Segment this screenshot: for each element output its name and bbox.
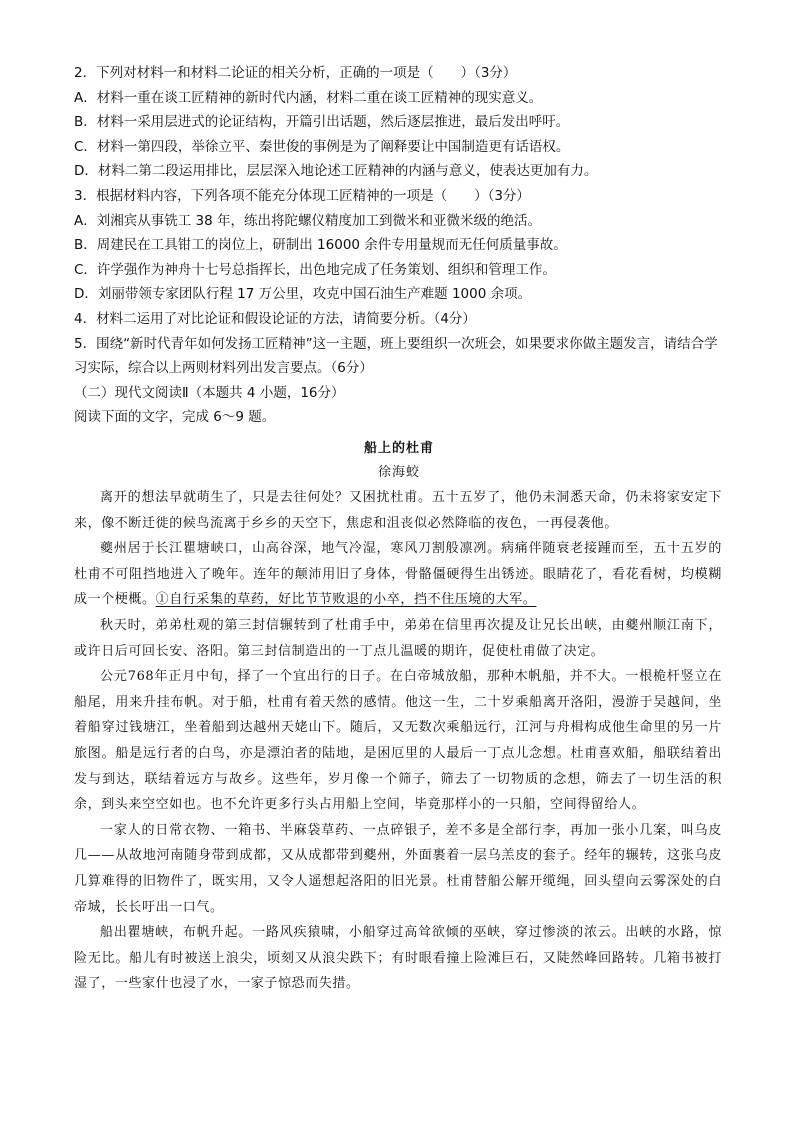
question-5: 5．围绕“新时代青年如何发扬工匠精神”这一主题，班上要组织一次班会，如果要求你做主题发言，请结合学习实际，综合以上两则材料列出发言要点。（6分）	[74, 335, 718, 377]
question-2-option-c: C．材料一第四段，举徐立平、秦世俊的事例是为了阐释要让中国制造更有话语权。	[74, 138, 570, 155]
section-heading: （二）现代文阅读Ⅱ（本题共 4 小题，16分）	[74, 384, 345, 401]
question-4: 4．材料二运用了对比论证和假设论证的方法，请简要分析。（4分）	[74, 310, 476, 327]
reading-instruction: 阅读下面的文字，完成 6～9 题。	[74, 409, 276, 426]
question-3-option-c: C．许学强作为神舟十七号总指挥长，出色地完成了任务策划、组织和管理工作。	[74, 261, 556, 278]
question-3-option-d: D．刘丽带领专家团队行程 17 万公里，攻克中国石油生产难题 1000 余项。	[74, 286, 532, 303]
question-2: 2．下列对材料一和材料二论证的相关分析，正确的一项是（ ）（3分）	[74, 65, 517, 81]
question-3-option-a: A．刘湘宾从事铣工 38 年，练出将陀螺仪精度加工到微米和亚微米级的绝活。	[74, 212, 541, 229]
passage-paragraph-4: 公元768年正月中旬，择了一个宜出行的日子。在白帝城放船，那种木帆船，并不大。一根桅杆竖立在船尾，用来升挂布帆。对于船，杜甫有着天然的感情。他这一生，二十岁乘船离开洛阳，漫游于吴越间，坐着船穿过钱塘江，坐着船到达越州天姥山下。随后，又无数次乘船远行，江河与舟楫构成他生命里的另一片旅图。船是远行者的白鸟，亦是漂泊者的陆地，是困厄里的人最后一丁点儿念想。杜甫喜欢船，船联结着出发与到达，联结着远方与故乡。这些年，岁月像一个筛子，筛去了一切物质的念想，筛去了一切生活的积余，到头来空空如也。也不允许更多行头占用船上空间，毕竟那样小的一只船，空间得留给人。	[74, 669, 722, 813]
passage-paragraph-3: 秋天时，弟弟杜观的第三封信辗转到了杜甫手中，弟弟在信里再次提及让兄长出峡，由夔州顺江南下，或许日后可回长安、洛阳。第三封信制造出的一丁点儿温暖的期许，促使杜甫做了决定。	[74, 617, 722, 659]
passage-paragraph-5: 一家人的日常衣物、一箱书、半麻袋草药、一点碎银子，差不多是全部行李，再加一张小几案，叫乌皮几——从故地河南随身带到成都，又从成都带到夔州，外面裹着一层乌羔皮的套子。经年的辗转，这张乌皮几算难得的旧物件了，既实用，又令人遥想起洛阳的旧光景。杜甫替船公解开缆绳，回头望向云雾深处的白帝城，长长吁出一口气。	[74, 822, 722, 915]
passage-paragraph-1: 离开的想法早就萌生了，只是去往何处？又困扰杜甫。五十五岁了，他仍未洞悉天命，仍未将家安定下来，像不断迁徙的候鸟流离于乡乡的天空下，焦虑和沮丧似必然降临的夜色，一再侵袭他。	[74, 490, 722, 531]
question-3-option-b: B．周建民在工具钳工的岗位上，研制出 16000 余件专用量规而无任何质量事故。	[74, 237, 567, 254]
passage-paragraph-2	[74, 536, 722, 613]
paragraph-2-text: 夔州居于长江瞿塘峡口，山高谷深，地气冷湿，寒风刀割般凛冽。病痛伴随衰老接踵而至，五十五岁的杜甫不可阻挡地进入了晚年。连年的颠沛用旧了身体，骨骼僵硬得生出锈迹。眼睛花了，看花看树，均模糊成一个梗概。	[74, 541, 722, 608]
passage-title: 船上的杜甫	[363, 441, 434, 456]
passage-body	[74, 485, 722, 997]
question-3: 3．根据材料内容，下列各项不能充分体现工匠精神的一项是（ ）（3分）	[74, 187, 530, 204]
question-block	[74, 61, 724, 430]
question-2-option-a: A．材料一重在谈工匠精神的新时代内涵，材料二重在谈工匠精神的现实意义。	[74, 89, 543, 106]
question-2-option-d: D．材料二第二段运用排比，层层深入地论述工匠精神的内涵与意义，使表达更加有力。	[74, 163, 598, 180]
underlined-sentence-1: ①自行采集的草药，好比节节败退的小卒，挡不住压境的大军。	[155, 592, 537, 608]
passage-author: 徐海蛟	[377, 465, 420, 480]
question-2-option-b: B．材料一采用层进式的论证结构，开篇引出话题，然后逐层推进，最后发出呼吁。	[74, 114, 570, 131]
passage-paragraph-6: 船出瞿塘峡，布帆升起。一路风疾猿啸，小船穿过高耸欲倾的巫峡，穿过惨淡的浓云。出峡的水路，惊险无比。船儿有时被送上浪尖，顷刻又从浪尖跌下；有时眼看撞上险滩巨石，又陡然峰回路转。几箱书被打湿了，一些家什也浸了水，一家子惊恐而失措。	[74, 925, 722, 992]
